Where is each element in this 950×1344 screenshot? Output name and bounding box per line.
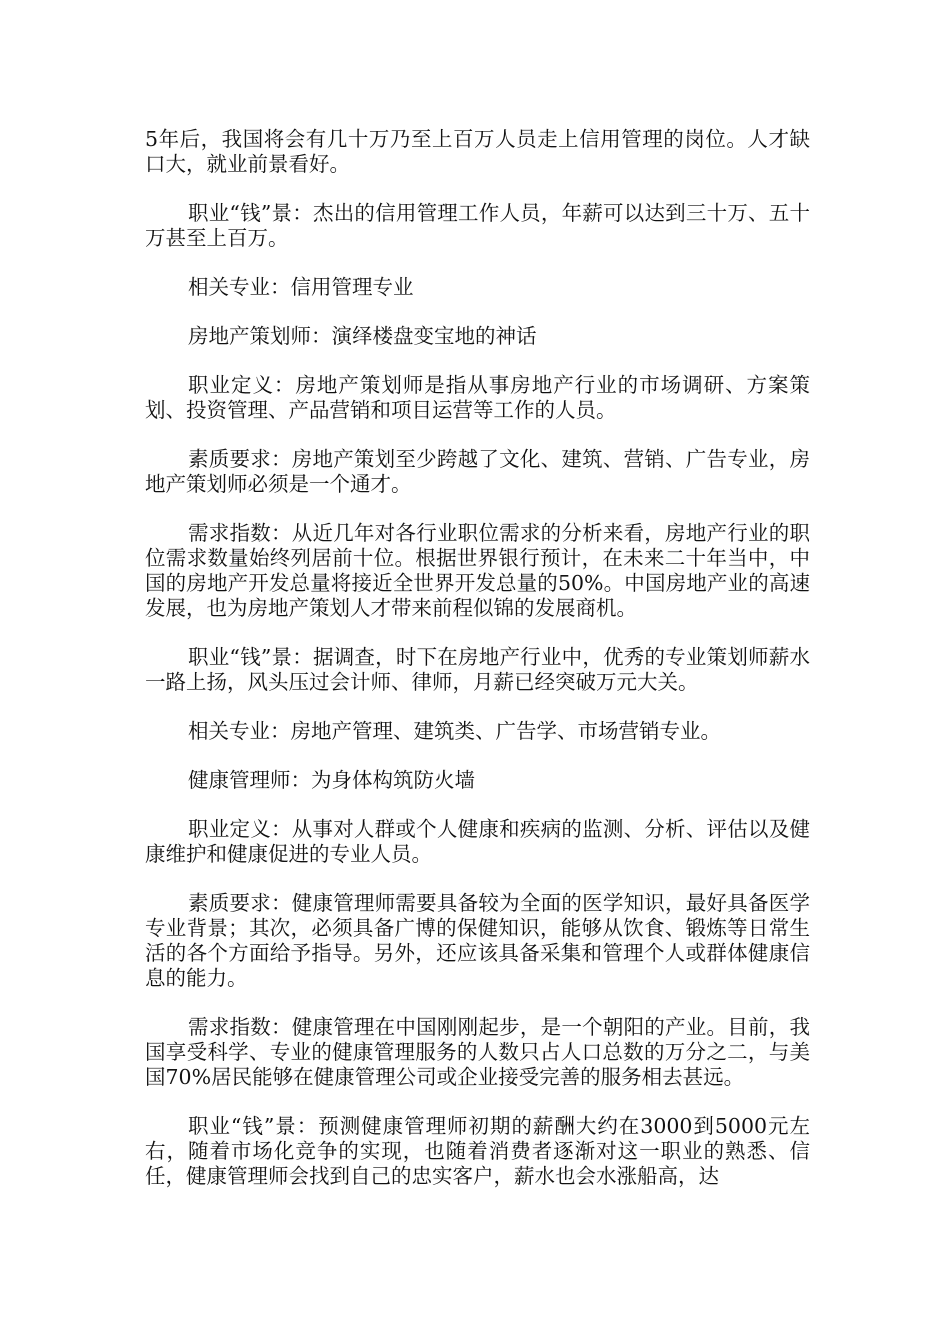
paragraph-real-estate-requirements: 素质要求：房地产策划至少跨越了文化、建筑、营销、广告专业，房地产策划师必须是一个通才。 (145, 447, 810, 496)
paragraph-health-demand: 需求指数：健康管理在中国刚刚起步，是一个朝阳的产业。目前，我国享受科学、专业的健康管理服务的人数只占人口总数的万分之二，与美国70%居民能够在健康管理公司或企业接受完善的服务相去甚远。 (145, 1015, 810, 1089)
paragraph-real-estate-definition: 职业定义：房地产策划师是指从事房地产行业的市场调研、方案策划、投资管理、产品营销和项目运营等工作的人员。 (145, 373, 810, 422)
paragraph-health-requirements: 素质要求：健康管理师需要具备较为全面的医学知识，最好具备医学专业背景；其次，必须具备广博的保健知识，能够从饮食、锻炼等日常生活的各个方面给予指导。另外，还应该具备采集和管理个人或群体健康信息的能力。 (145, 891, 810, 990)
paragraph-real-estate-salary: 职业“钱”景：据调查，时下在房地产行业中，优秀的专业策划师薪水一路上扬，风头压过会计师、律师，月薪已经突破万元大关。 (145, 645, 810, 694)
document-page (145, 127, 810, 1213)
paragraph-health-salary: 职业“钱”景：预测健康管理师初期的薪酬大约在3000到5000元左右，随着市场化竞争的实现，也随着消费者逐渐对这一职业的熟悉、信任，健康管理师会找到自己的忠实客户，薪水也会水涨船高，达 (145, 1114, 810, 1188)
paragraph-health-definition: 职业定义：从事对人群或个人健康和疾病的监测、分析、评估以及健康维护和健康促进的专业人员。 (145, 817, 810, 866)
paragraph-credit-salary: 职业“钱”景：杰出的信用管理工作人员，年薪可以达到三十万、五十万甚至上百万。 (145, 201, 810, 250)
paragraph-credit-majors: 相关专业：信用管理专业 (188, 275, 414, 299)
paragraph-employment-outlook: 5年后，我国将会有几十万乃至上百万人员走上信用管理的岗位。人才缺口大，就业前景看好。 (145, 127, 810, 176)
heading-real-estate-planner: 房地产策划师：演绎楼盘变宝地的神话 (188, 324, 537, 348)
heading-health-manager: 健康管理师：为身体构筑防火墙 (188, 768, 475, 792)
paragraph-real-estate-majors: 相关专业：房地产管理、建筑类、广告学、市场营销专业。 (188, 719, 721, 743)
paragraph-real-estate-demand: 需求指数：从近几年对各行业职位需求的分析来看，房地产行业的职位需求数量始终列居前十位。根据世界银行预计，在未来二十年当中，中国的房地产开发总量将接近全世界开发总量的50%。中国房地产业的高速发展，也为房地产策划人才带来前程似锦的发展商机。 (145, 521, 810, 620)
